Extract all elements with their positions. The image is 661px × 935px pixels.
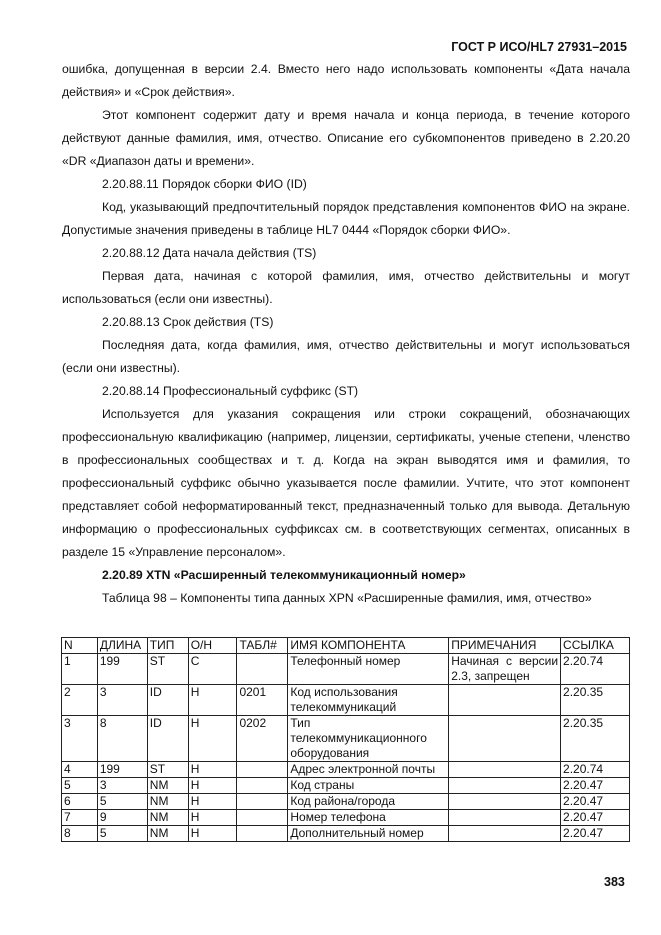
- column-header: О/Н: [188, 638, 237, 654]
- table-row: [62, 810, 630, 826]
- table-cell: Код страны: [288, 778, 449, 794]
- paragraph: Последняя дата, когда фамилия, имя, отчество действительны и могут использоваться (если они известны).: [62, 338, 630, 375]
- table-cell: 2: [62, 685, 98, 716]
- table-cell: Н: [188, 762, 237, 778]
- table-row: [62, 654, 630, 685]
- table-cell: С: [188, 654, 237, 685]
- table-row: [62, 685, 630, 716]
- column-header: ТАБЛ#: [237, 638, 288, 654]
- table-cell: 0201: [237, 685, 288, 716]
- table-cell: [449, 716, 561, 762]
- subsection-heading: 2.20.88.11 Порядок сборки ФИО (ID): [102, 177, 307, 191]
- subsection-heading: 2.20.88.12 Дата начала действия (TS): [102, 246, 317, 260]
- column-header: ТИП: [147, 638, 188, 654]
- table-cell: ID: [147, 685, 188, 716]
- table-cell: Начиная с версии 2.3, запрещен: [449, 654, 561, 685]
- table-cell: NM: [147, 794, 188, 810]
- table-header-row: [62, 638, 630, 654]
- table-cell: [449, 794, 561, 810]
- table-cell: NM: [147, 778, 188, 794]
- table-cell: 0202: [237, 716, 288, 762]
- table-cell: 7: [62, 810, 98, 826]
- table-cell: Телефонный номер: [288, 654, 449, 685]
- paragraph: Первая дата, начиная с которой фамилия, имя, отчество действительны и могут использоваться (если они известны).: [62, 269, 630, 306]
- column-header: ПРИМЕЧАНИЯ: [449, 638, 561, 654]
- subsection-heading: 2.20.88.14 Профессиональный суффикс (ST): [102, 384, 359, 398]
- paragraph: Используется для указания сокращения или строки сокращений, обозначающих профессиональную квалификацию (например, лицензии, сертификаты, ученые степени, членство в профессиональных сообществах и т. д. Когда на экран выводятся имя и фамилия, то профессиональный суффикс обычно указывается после фамилии. Учтите, что этот компонент представляет собой неформатированный текст, предназначенный только для вывода. Детальную информацию о профессиональных суффиксах см. в соответствующих сегментах, описанных в разделе 15 «Управление персоналом».: [62, 407, 630, 559]
- body-text: [62, 58, 630, 610]
- table-cell: 2.20.35: [561, 716, 630, 762]
- column-header: N: [62, 638, 98, 654]
- table-cell: 1: [62, 654, 98, 685]
- table-cell: Адрес электронной почты: [288, 762, 449, 778]
- paragraph: ошибка, допущенная в версии 2.4. Вместо него надо использовать компоненты «Дата начала действия» и «Срок действия».: [62, 62, 630, 99]
- components-table: [61, 637, 630, 842]
- table-cell: Номер телефона: [288, 810, 449, 826]
- table-cell: 199: [97, 654, 147, 685]
- table-cell: 6: [62, 794, 98, 810]
- table-cell: 5: [97, 826, 147, 842]
- table-cell: [449, 810, 561, 826]
- table-cell: [237, 794, 288, 810]
- table-cell: 4: [62, 762, 98, 778]
- table-cell: Н: [188, 826, 237, 842]
- table-cell: Н: [188, 810, 237, 826]
- table-cell: Н: [188, 778, 237, 794]
- table-cell: [237, 810, 288, 826]
- table-row: [62, 794, 630, 810]
- table-cell: 5: [97, 794, 147, 810]
- table-cell: Код использования телекоммуникаций: [288, 685, 449, 716]
- table-cell: [237, 654, 288, 685]
- table-row: [62, 778, 630, 794]
- table-cell: 2.20.47: [561, 794, 630, 810]
- page-number: 383: [604, 875, 625, 889]
- table-cell: 8: [97, 716, 147, 762]
- table-cell: 199: [97, 762, 147, 778]
- table-cell: 2.20.47: [561, 826, 630, 842]
- table-cell: [237, 762, 288, 778]
- table-caption: Таблица 98 – Компоненты типа данных XPN «Расширенные фамилия, имя, отчество»: [102, 591, 592, 605]
- table-cell: [449, 685, 561, 716]
- table-cell: 2.20.47: [561, 778, 630, 794]
- table-row: [62, 826, 630, 842]
- table-cell: 2.20.47: [561, 810, 630, 826]
- table-cell: ID: [147, 716, 188, 762]
- table-cell: [449, 778, 561, 794]
- table-cell: Дополнительный номер: [288, 826, 449, 842]
- paragraph: Код, указывающий предпочтительный порядок представления компонентов ФИО на экране. Допустимые значения приведены в таблице HL7 0444 «Порядок сборки ФИО».: [62, 200, 630, 237]
- table-cell: Код района/города: [288, 794, 449, 810]
- table-cell: ST: [147, 762, 188, 778]
- table-cell: [449, 762, 561, 778]
- table-cell: ST: [147, 654, 188, 685]
- table-cell: Н: [188, 794, 237, 810]
- table-cell: [237, 826, 288, 842]
- column-header: ДЛИНА: [97, 638, 147, 654]
- paragraph: Этот компонент содержит дату и время начала и конца периода, в течение которого действуют данные фамилия, имя, отчество. Описание его субкомпонентов приведено в 2.20.20 «DR «Диапазон даты и времени».: [62, 108, 630, 168]
- table-cell: Н: [188, 716, 237, 762]
- table-cell: [449, 826, 561, 842]
- table-cell: Тип телекоммуникационного оборудования: [288, 716, 449, 762]
- table-cell: NM: [147, 826, 188, 842]
- subsection-heading: 2.20.88.13 Срок действия (TS): [102, 315, 274, 329]
- column-header: ИМЯ КОМПОНЕНТА: [288, 638, 449, 654]
- section-heading: 2.20.89 XTN «Расширенный телекоммуникационный номер»: [102, 568, 466, 582]
- table-cell: 9: [97, 810, 147, 826]
- table-cell: Н: [188, 685, 237, 716]
- table-cell: 2.20.74: [561, 654, 630, 685]
- table-cell: NM: [147, 810, 188, 826]
- table-cell: [237, 778, 288, 794]
- table-cell: 5: [62, 778, 98, 794]
- table-cell: 3: [97, 778, 147, 794]
- table-cell: 2.20.35: [561, 685, 630, 716]
- table-row: [62, 716, 630, 762]
- table-row: [62, 762, 630, 778]
- table-cell: 8: [62, 826, 98, 842]
- column-header: ССЫЛКА: [561, 638, 630, 654]
- standard-header: ГОСТ Р ИСО/HL7 27931–2015: [451, 40, 627, 54]
- table-cell: 2.20.74: [561, 762, 630, 778]
- table-cell: 3: [97, 685, 147, 716]
- table-cell: 3: [62, 716, 98, 762]
